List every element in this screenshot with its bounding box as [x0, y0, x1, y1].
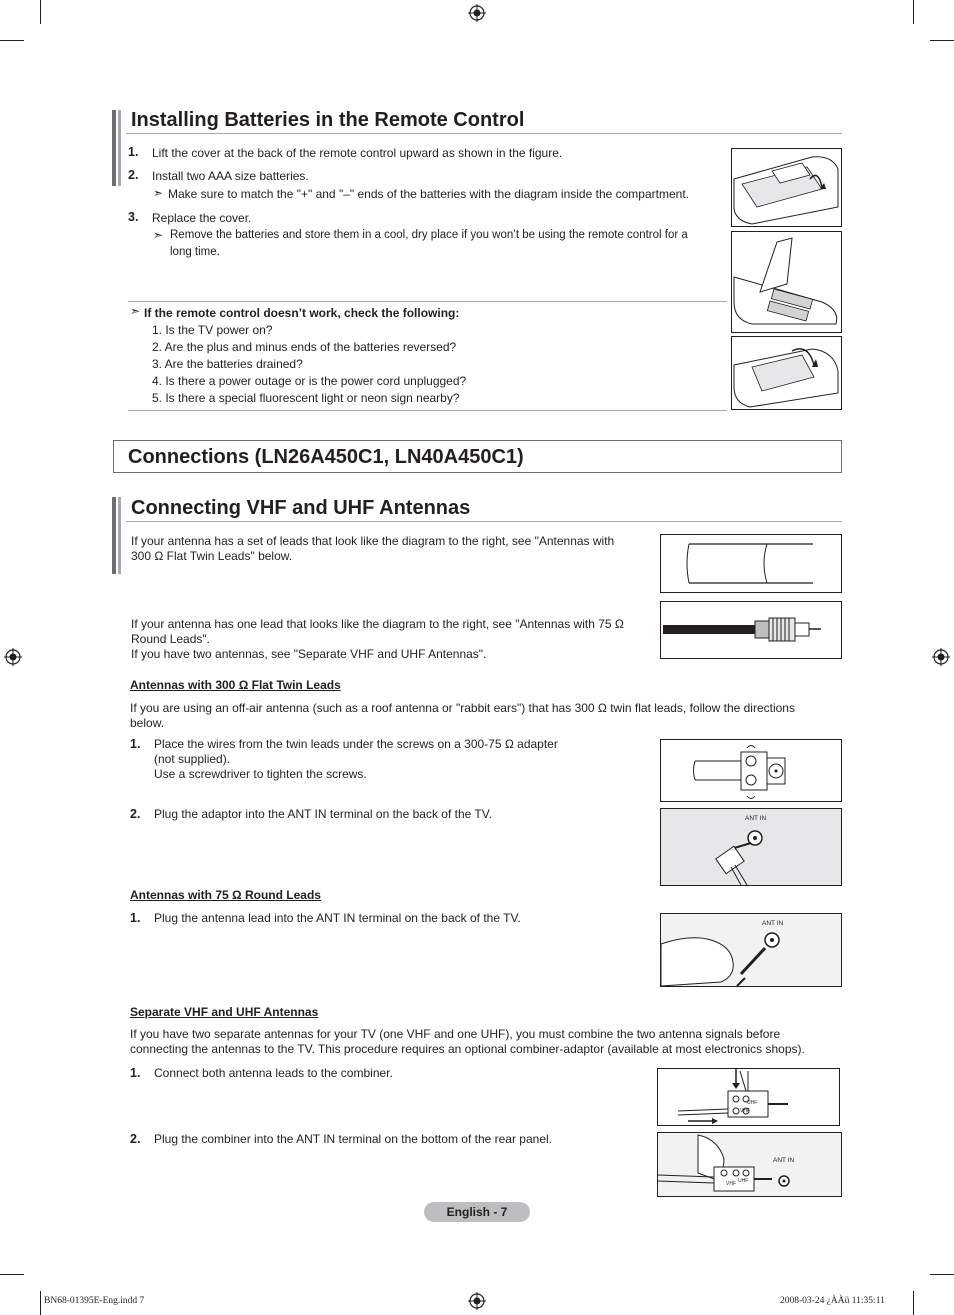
step-text: Install two AAA size batteries. [152, 169, 309, 183]
step-number: 1. [130, 737, 141, 751]
registration-mark-icon [468, 1292, 486, 1310]
flat-lead-figure [660, 534, 842, 593]
step-number: 2. [128, 168, 139, 182]
arrow-icon: ➣ [153, 186, 164, 200]
crop-mark [913, 1291, 914, 1315]
crop-mark [40, 0, 41, 24]
crop-mark [930, 1274, 954, 1275]
vhf-label: VHF [726, 1181, 736, 1187]
flat-text: If you are using an off-air antenna (such as a roof antenna or "rabbit ears") that has 300 Ω twin flat leads, follow the directions below. [130, 701, 795, 730]
arrow-icon: ➣ [153, 228, 164, 242]
intro-two: If you have two antennas, see "Separate VHF and UHF Antennas". [131, 647, 487, 661]
section-bar [118, 110, 121, 186]
check-item: 5. Is there a special fluorescent light or neon sign nearby? [152, 391, 460, 405]
registration-mark-icon [4, 648, 22, 666]
timestamp-slug: 2008-03-24 ¿ÀÀü 11:35:11 [780, 1296, 885, 1306]
combiner-figure [657, 1068, 840, 1126]
round-heading: Antennas with 75 Ω Round Leads [130, 888, 321, 902]
section-bar [112, 497, 116, 574]
adapter-figure [660, 739, 842, 802]
section-bar [118, 497, 121, 574]
step-number: 1. [130, 911, 141, 925]
arrow-icon: ➣ [130, 304, 141, 318]
page-number: English - 7 [424, 1202, 530, 1222]
step-text: Connect both antenna leads to the combiner. [154, 1066, 393, 1080]
flat-heading: Antennas with 300 Ω Flat Twin Leads [130, 678, 341, 692]
vhf-label: VHF [740, 1108, 750, 1114]
crop-mark [913, 0, 914, 24]
round-lead-figure [660, 601, 842, 659]
step-text: Plug the combiner into the ANT IN terminal on the bottom of the rear panel. [154, 1132, 552, 1146]
step-note: Make sure to match the "+" and "–" ends of the batteries with the diagram inside the compartment. [168, 187, 689, 201]
step-note: long time. [170, 246, 220, 258]
section-bar [112, 110, 116, 186]
registration-mark-icon [932, 648, 950, 666]
step-number: 3. [128, 210, 139, 224]
round-ant-in-figure [660, 913, 842, 987]
step-text: Plug the adaptor into the ANT IN terminal on the back of the TV. [154, 807, 492, 821]
crop-mark [40, 1291, 41, 1315]
step-text: Plug the antenna lead into the ANT IN terminal on the back of the TV. [154, 911, 521, 925]
step-number: 1. [130, 1066, 141, 1080]
step-number: 1. [128, 145, 139, 159]
check-item: 3. Are the batteries drained? [152, 357, 303, 371]
step-text: Use a screwdriver to tighten the screws. [154, 767, 367, 781]
title-rule [126, 133, 842, 134]
step-text: Lift the cover at the back of the remote control upward as shown in the figure. [152, 146, 563, 160]
check-item: 2. Are the plus and minus ends of the batteries reversed? [152, 340, 457, 354]
step-note: Remove the batteries and store them in a cool, dry place if you won’t be using the remote control for a [170, 229, 688, 241]
check-title: If the remote control doesn’t work, check the following: [144, 306, 460, 320]
step-number: 2. [130, 1132, 141, 1146]
separate-heading: Separate VHF and UHF Antennas [130, 1005, 319, 1019]
crop-mark [930, 40, 954, 41]
divider [128, 301, 727, 302]
check-item: 4. Is there a power outage or is the power cord unplugged? [152, 374, 467, 388]
ant-in-label: ANT IN [745, 815, 767, 822]
step-text: Replace the cover. [152, 211, 252, 225]
registration-mark-icon [468, 4, 486, 22]
remote-close-figure [731, 336, 842, 410]
crop-mark [0, 1274, 24, 1275]
remote-open-figure [731, 148, 842, 227]
uhf-label: UHF [738, 1178, 749, 1184]
step-number: 2. [130, 807, 141, 821]
uhf-label: UHF [747, 1100, 758, 1106]
title-rule [126, 521, 842, 522]
intro-flat: If your antenna has a set of leads that look like the diagram to the right, see "Antennas with 300 Ω Flat Twin Leads" below. [131, 534, 615, 563]
ant-in-label: ANT IN [762, 920, 784, 927]
connections-title: Connections (LN26A450C1, LN40A450C1) [128, 446, 524, 468]
separate-text: If you have two separate antennas for your TV (one VHF and one UHF), you must combine the two antenna signals before connecting the antennas to the TV. This procedure requires an optional combiner-adaptor (available at most electronics shops). [130, 1027, 805, 1056]
ant-in-label: ANT IN [773, 1157, 795, 1164]
section-title-antennas: Connecting VHF and UHF Antennas [131, 497, 471, 519]
divider [128, 410, 727, 411]
intro-round: If your antenna has one lead that looks like the diagram to the right, see "Antennas with 75 Ω Round Leads". [131, 617, 624, 646]
combiner-ant-in-figure [657, 1132, 842, 1197]
section-title-batteries: Installing Batteries in the Remote Control [131, 109, 525, 131]
step-text: (not supplied). [154, 752, 231, 766]
remote-batteries-figure [731, 231, 842, 333]
adapter-ant-in-figure [660, 808, 842, 886]
crop-mark [0, 40, 24, 41]
step-text: Place the wires from the twin leads under the screws on a 300-75 Ω adapter [154, 737, 558, 751]
file-slug: BN68-01395E-Eng.indd 7 [44, 1296, 145, 1306]
check-item: 1. Is the TV power on? [152, 323, 273, 337]
